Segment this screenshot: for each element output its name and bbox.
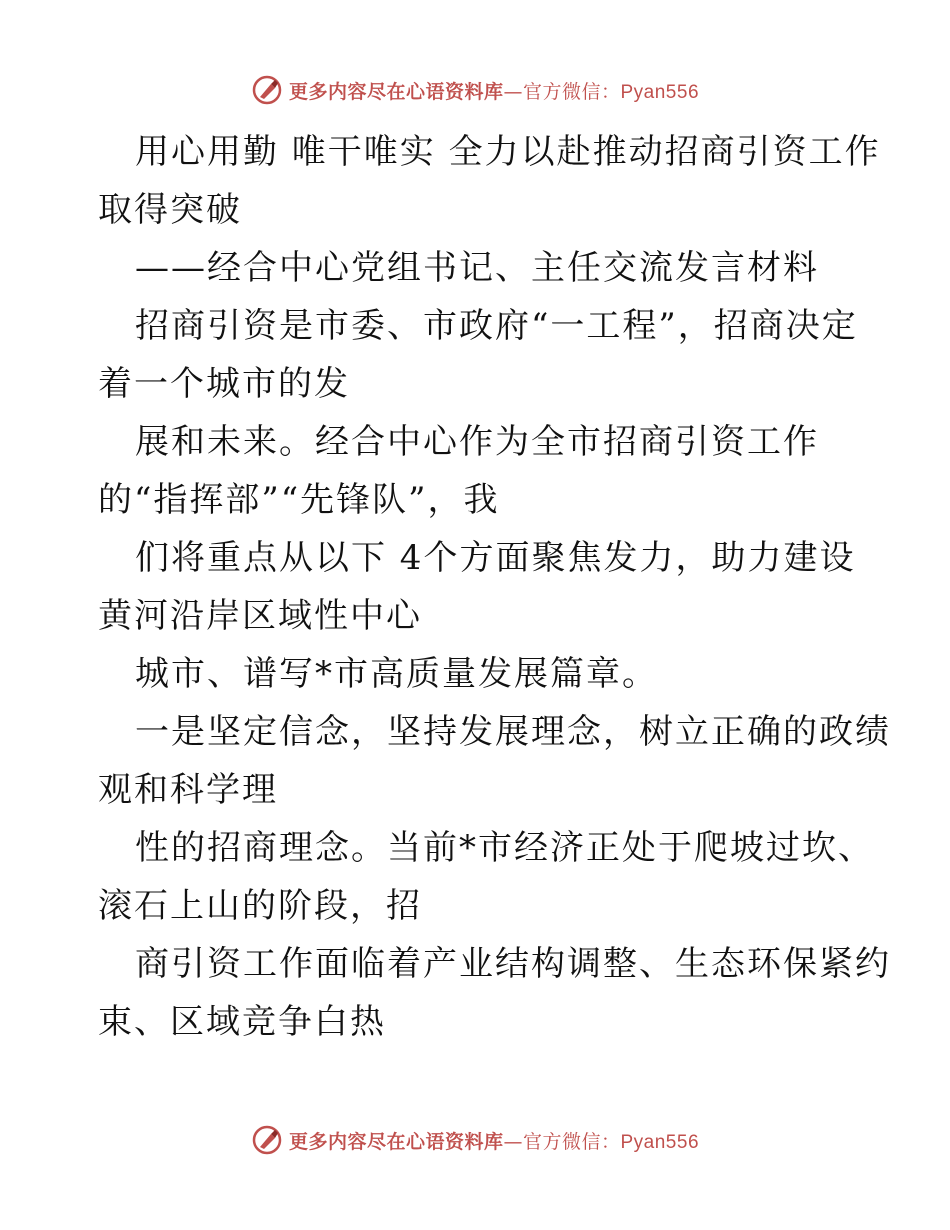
- text-line: 用心用勤 唯干唯实 全力以赴推动招商引资工作: [135, 132, 881, 172]
- text-line: 商引资工作面临着产业结构调整、生态环保紧约: [135, 944, 891, 984]
- header-banner-official: 官方微信：: [522, 80, 621, 103]
- text-line: 展和未来。经合中心作为全市招商引资工作: [135, 422, 819, 462]
- text-line: 性的招商理念。当前*市经济正处于爬坡过坎、: [135, 828, 874, 868]
- header-banner: [0, 70, 950, 110]
- text-line: 滚石上山的阶段，招: [98, 886, 422, 926]
- footer-banner-sep: —: [503, 1130, 523, 1153]
- text-line: 一是坚定信念，坚持发展理念，树立正确的政绩: [135, 712, 891, 752]
- text-line: 招商引资是市委、市政府“一工程”，招商决定: [135, 306, 858, 346]
- text-line: 观和科学理: [98, 770, 278, 810]
- pen-logo-icon: [251, 74, 283, 106]
- text-line: 黄河沿岸区域性中心: [98, 596, 422, 636]
- footer-banner-official: 官方微信：: [522, 1130, 621, 1153]
- pen-logo-icon: [251, 1124, 283, 1156]
- footer-banner-wechat: Pyan556: [620, 1131, 700, 1153]
- footer-banner-text: [289, 1127, 699, 1154]
- text-line: 的“指挥部”“先锋队”，我: [98, 480, 500, 520]
- footer-banner-main: 更多内容尽在心语资料库: [288, 1130, 504, 1153]
- header-banner-wechat: Pyan556: [620, 81, 700, 103]
- text-line: ——经合中心党组书记、主任交流发言材料: [135, 248, 819, 288]
- text-line: 束、区域竞争白热: [98, 1002, 386, 1042]
- header-banner-sep: —: [503, 80, 523, 103]
- document-body: [98, 123, 891, 1051]
- text-line: 们将重点从以下 4个方面聚焦发力，助力建设: [135, 538, 856, 578]
- text-line: 城市、谱写*市高质量发展篇章。: [135, 654, 658, 694]
- text-line: 取得突破: [98, 190, 242, 230]
- text-line: 着一个城市的发: [98, 364, 350, 404]
- footer-banner: [0, 1120, 950, 1160]
- header-banner-text: [289, 77, 699, 104]
- header-banner-main: 更多内容尽在心语资料库: [288, 80, 504, 103]
